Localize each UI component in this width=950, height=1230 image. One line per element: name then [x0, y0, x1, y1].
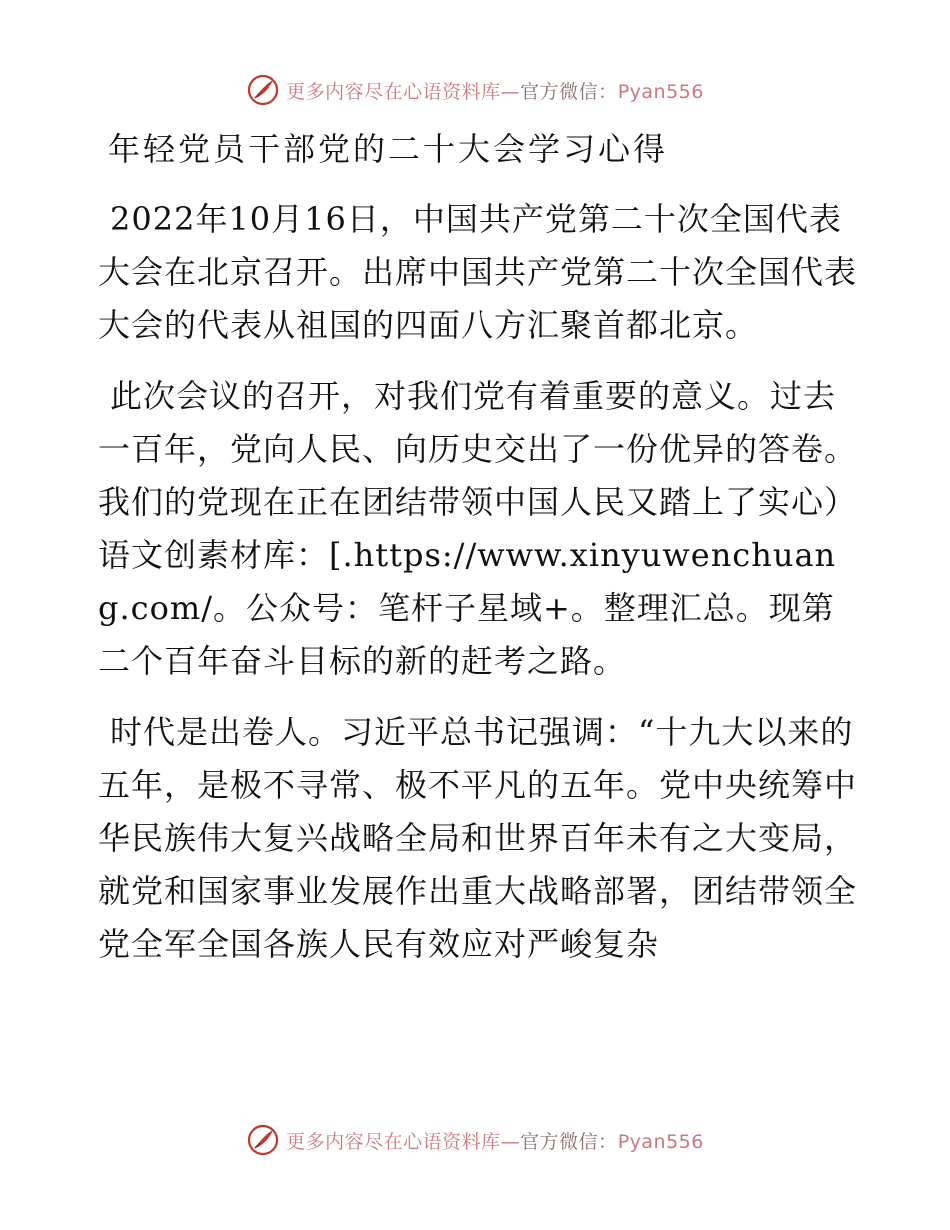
watermark-text: 更多内容尽在心语资料库—官方微信：Pyan556: [286, 80, 704, 103]
paragraph: 时代是出卷人。习近平总书记强调：“十九大以来的五年，是极不寻常、极不平凡的五年。党中央统筹中华民族伟大复兴战略全局和世界百年未有之大变局，就党和国家事业发展作出重大战略部署，团结带领全党全军全国各族人民有效应对严峻复杂: [98, 713, 858, 963]
paragraph: 此次会议的召开，对我们党有着重要的意义。过去一百年，党向人民、向历史交出了一份优异的答卷。我们的党现在正在团结带领中国人民又踏上了实心）语文创素材库：[.https://www.xinyuwenchuang.com/。公众号：笔杆子星域+。整理汇总。现第二个百年奋斗目标的新的赶考之路。: [98, 377, 858, 680]
watermark-text: 更多内容尽在心语资料库—官方微信：Pyan556: [286, 1130, 704, 1153]
header-watermark: [0, 70, 950, 110]
footer-watermark: [0, 1120, 950, 1160]
document-body: [98, 193, 858, 989]
paragraph: 2022年10月16日，中国共产党第二十次全国代表大会在北京召开。出席中国共产党第二十次全国代表大会的代表从祖国的四面八方汇聚首都北京。: [98, 200, 858, 344]
feather-pen-logo-icon: [246, 1123, 280, 1157]
feather-pen-logo-icon: [246, 73, 280, 107]
document-title: 年轻党员干部党的二十大会学习心得: [108, 130, 669, 168]
